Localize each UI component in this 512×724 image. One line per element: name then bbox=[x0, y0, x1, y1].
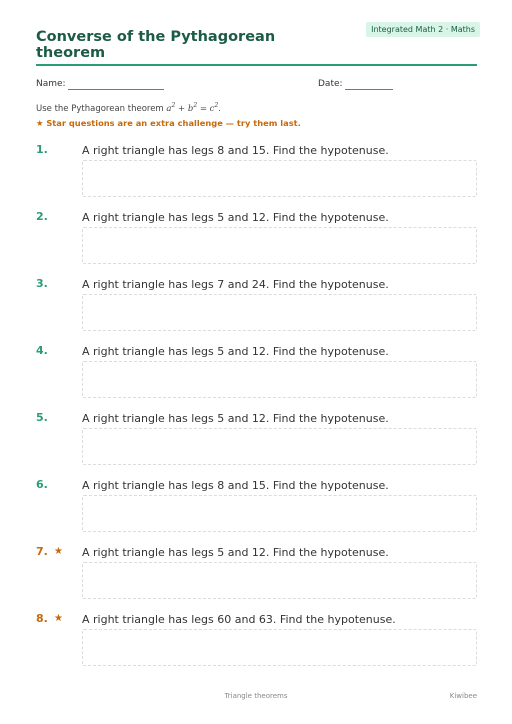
formula-b: b bbox=[187, 103, 194, 114]
answer-box[interactable] bbox=[82, 361, 477, 398]
question-text: A right triangle has legs 7 and 24. Find the hypotenuse. bbox=[82, 278, 389, 291]
course-badge: Integrated Math 2 · Maths bbox=[366, 22, 480, 37]
formula-exp-a: 2 bbox=[171, 102, 176, 109]
question-number: 4. bbox=[36, 344, 48, 357]
question-number: 2. bbox=[36, 210, 48, 223]
question-text: A right triangle has legs 8 and 15. Find the hypotenuse. bbox=[82, 144, 389, 157]
question-item bbox=[36, 344, 477, 400]
question-item bbox=[36, 612, 477, 668]
question-number: 3. bbox=[36, 277, 48, 290]
question-text: A right triangle has legs 60 and 63. Find the hypotenuse. bbox=[82, 613, 396, 626]
question-number: 6. bbox=[36, 478, 48, 491]
question-text: A right triangle has legs 5 and 12. Find the hypotenuse. bbox=[82, 211, 389, 224]
formula-period: . bbox=[218, 103, 221, 114]
question-text: A right triangle has legs 8 and 15. Find the hypotenuse. bbox=[82, 479, 389, 492]
name-line[interactable] bbox=[68, 89, 164, 90]
pythagorean-formula bbox=[166, 104, 218, 114]
header-divider bbox=[36, 64, 477, 66]
question-item bbox=[36, 210, 477, 266]
question-item bbox=[36, 478, 477, 534]
answer-box[interactable] bbox=[82, 562, 477, 599]
answer-box[interactable] bbox=[82, 495, 477, 532]
worksheet-title: Converse of the Pythagorean theorem bbox=[36, 29, 276, 61]
formula-exp-b: 2 bbox=[193, 102, 198, 109]
formula-plus: + bbox=[178, 103, 186, 114]
date-label: Date: bbox=[318, 79, 343, 89]
formula-equals: = bbox=[199, 103, 207, 114]
question-text: A right triangle has legs 5 and 12. Find the hypotenuse. bbox=[82, 546, 389, 559]
instructions-text: Use the Pythagorean theorem bbox=[36, 103, 164, 114]
question-number: 1. bbox=[36, 143, 48, 156]
footer-brand: Kiwibee bbox=[449, 692, 477, 700]
question-text: A right triangle has legs 5 and 12. Find the hypotenuse. bbox=[82, 345, 389, 358]
question-item bbox=[36, 411, 477, 467]
star-challenge-note: ★ Star questions are an extra challenge — try them last. bbox=[36, 118, 301, 128]
question-item bbox=[36, 277, 477, 333]
answer-box[interactable] bbox=[82, 428, 477, 465]
star-icon: ★ bbox=[54, 613, 63, 624]
date-line[interactable] bbox=[345, 89, 393, 90]
question-number: 5. bbox=[36, 411, 48, 424]
question-item bbox=[36, 143, 477, 199]
date-field[interactable] bbox=[318, 79, 393, 90]
formula-exp-c: 2 bbox=[214, 102, 219, 109]
answer-box[interactable] bbox=[82, 227, 477, 264]
question-item bbox=[36, 545, 477, 601]
answer-box[interactable] bbox=[82, 160, 477, 197]
question-number: 8. bbox=[36, 612, 48, 625]
formula-c: c bbox=[209, 103, 215, 114]
answer-box[interactable] bbox=[82, 629, 477, 666]
footer-topic: Triangle theorems bbox=[224, 692, 288, 700]
answer-box[interactable] bbox=[82, 294, 477, 331]
formula-a: a bbox=[166, 103, 172, 114]
name-label: Name: bbox=[36, 79, 66, 89]
name-field[interactable] bbox=[36, 79, 164, 90]
instructions bbox=[36, 100, 221, 115]
question-text: A right triangle has legs 5 and 12. Find the hypotenuse. bbox=[82, 412, 389, 425]
question-number: 7. bbox=[36, 545, 48, 558]
star-icon: ★ bbox=[54, 546, 63, 557]
